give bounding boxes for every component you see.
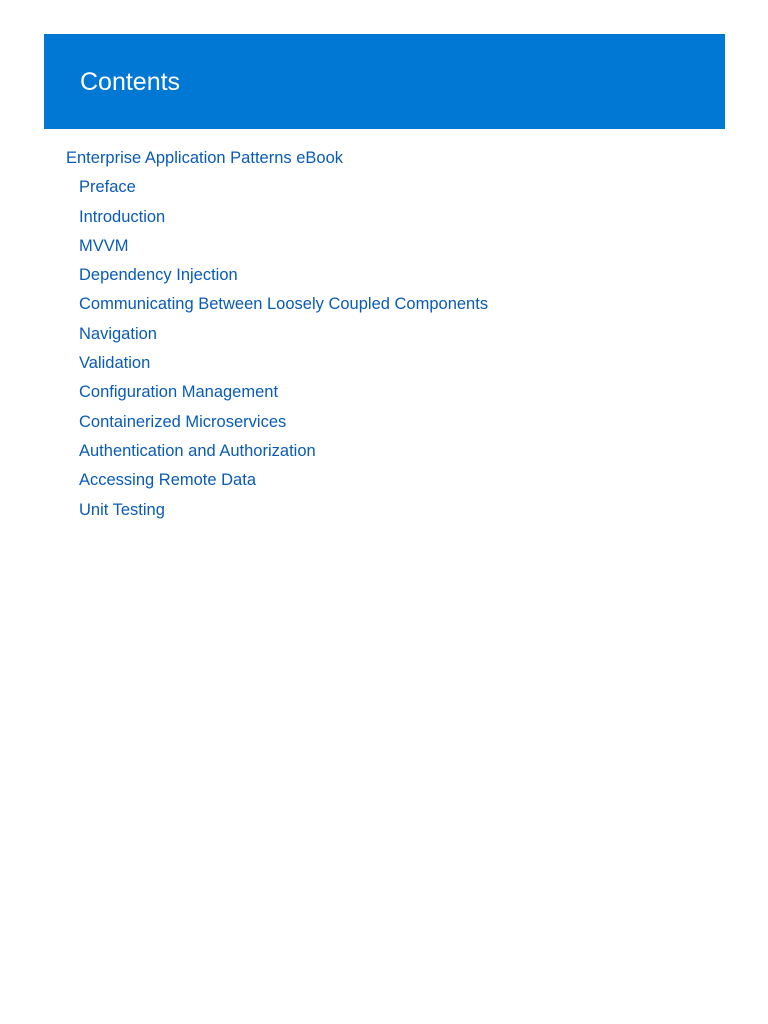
toc-item <box>79 466 488 495</box>
toc-item <box>79 349 488 378</box>
toc-link-preface[interactable]: Preface <box>79 178 136 197</box>
toc-item <box>79 437 488 466</box>
toc-item <box>79 173 488 202</box>
toc-link-validation[interactable]: Validation <box>79 354 151 373</box>
toc-item <box>79 378 488 407</box>
toc-link-dependency-injection[interactable]: Dependency Injection <box>79 266 238 285</box>
toc-item <box>79 261 488 290</box>
toc-item <box>79 290 488 319</box>
toc-link-introduction[interactable]: Introduction <box>79 207 166 226</box>
toc-link-authentication-and-authorization[interactable]: Authentication and Authorization <box>79 441 316 460</box>
toc-item <box>79 496 488 525</box>
toc-link-configuration-management[interactable]: Configuration Management <box>79 383 279 402</box>
toc-chapter-list <box>66 173 488 525</box>
toc-link-enterprise-application-patterns-ebook[interactable]: Enterprise Application Patterns eBook <box>66 149 343 167</box>
toc-item <box>79 408 488 437</box>
toc-item <box>79 203 488 232</box>
toc-link-communicating-between-components[interactable]: Communicating Between Loosely Coupled Components <box>79 295 489 314</box>
toc-link-accessing-remote-data[interactable]: Accessing Remote Data <box>79 471 256 490</box>
page-title: Contents <box>80 68 181 96</box>
toc-item <box>79 320 488 349</box>
toc-item <box>79 232 488 261</box>
toc-root-entry <box>66 144 488 525</box>
toc-link-unit-testing[interactable]: Unit Testing <box>79 500 165 519</box>
table-of-contents <box>66 144 488 525</box>
toc-link-mvvm[interactable]: MVVM <box>79 236 129 255</box>
toc-link-containerized-microservices[interactable]: Containerized Microservices <box>79 412 287 431</box>
contents-header-banner <box>44 34 725 129</box>
toc-link-navigation[interactable]: Navigation <box>79 324 157 343</box>
